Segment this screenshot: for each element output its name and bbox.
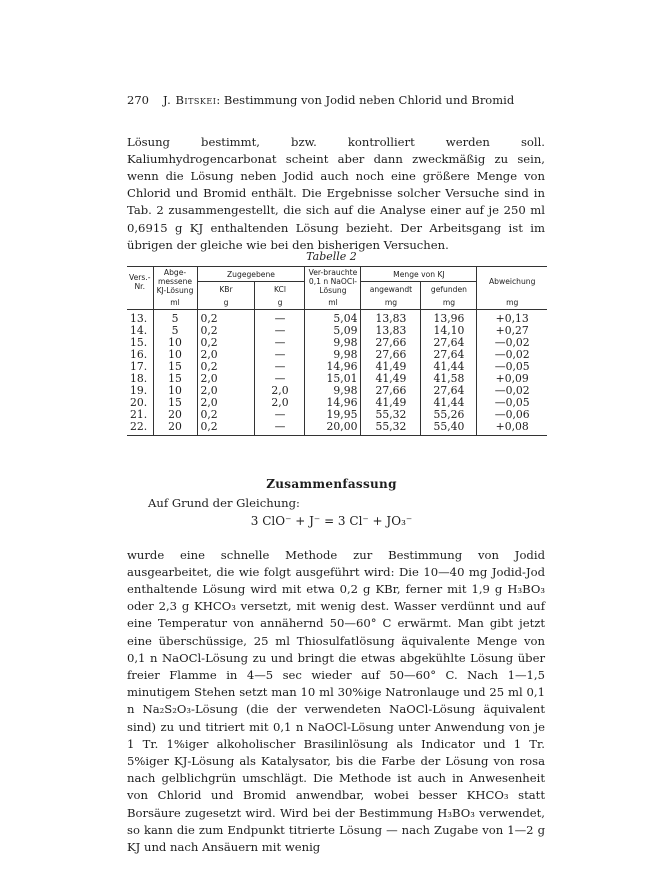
table-cell: 14,10 bbox=[421, 325, 477, 337]
header-kbr: KBr bbox=[197, 282, 255, 296]
table-cell: 41,49 bbox=[361, 361, 421, 373]
table-cell: 13,96 bbox=[421, 310, 477, 326]
header-author: J. Bitskei bbox=[162, 93, 217, 107]
table-cell: 55,32 bbox=[361, 409, 421, 421]
unit-cell: ml bbox=[153, 296, 197, 310]
unit-cell: mg bbox=[361, 296, 421, 310]
table-cell: 10 bbox=[153, 349, 197, 361]
table-cell: — bbox=[255, 325, 305, 337]
table-cell: +0,09 bbox=[477, 373, 547, 385]
table-cell: 27,66 bbox=[361, 385, 421, 397]
table-cell: 5,09 bbox=[305, 325, 361, 337]
table-cell: 21. bbox=[130, 408, 148, 421]
table-cell: —0,02 bbox=[477, 349, 547, 361]
table-cell: 5 bbox=[153, 325, 197, 337]
table-cell: 18. bbox=[130, 372, 148, 385]
table-cell: 19,95 bbox=[305, 409, 361, 421]
table-cell: 0,2 bbox=[197, 421, 255, 436]
header-kcl: KCl bbox=[255, 282, 305, 296]
table-cell: 5,04 bbox=[305, 310, 361, 326]
table-cell: 22. bbox=[127, 421, 153, 436]
table-cell: 2,0 bbox=[197, 385, 255, 397]
table-cell: —0,05 bbox=[477, 397, 547, 409]
header-angewandt: angewandt bbox=[361, 282, 421, 296]
table-cell: 9,98 bbox=[305, 349, 361, 361]
table-cell: 55,32 bbox=[361, 421, 421, 436]
table-row bbox=[127, 310, 547, 326]
table-cell: 2,0 bbox=[197, 373, 255, 385]
table-cell: 27,64 bbox=[421, 349, 477, 361]
table-cell: 14,96 bbox=[305, 361, 361, 373]
table-cell: 0,2 bbox=[197, 361, 255, 373]
section-title: Zusammenfassung bbox=[266, 477, 397, 491]
table-cell: 15 bbox=[153, 397, 197, 409]
table-cell: — bbox=[255, 421, 305, 436]
table-cell: — bbox=[255, 409, 305, 421]
intro-line: Auf Grund der Gleichung: bbox=[148, 496, 300, 510]
table-cell: 9,98 bbox=[305, 385, 361, 397]
table-cell: 2,0 bbox=[255, 397, 305, 409]
body-paragraph-2: wurde eine schnelle Methode zur Bestimmung von Jodid ausgearbeitet, die wie folgt ausgeführt wird: Die 10—40 mg Jodid-Jod enthaltende Lösung wird mit etwa 0,2 g KBr, ferner mit 1,9 g H₃BO₃ oder 2,3 g KHCO₃ versetzt, mit wenig dest. Wasser verdünnt und auf eine Temperatur von annähernd 50—60° C erwärmt. Man gibt jetzt eine überschüssige, 25 ml Thiosulfatlösung äquivalente Menge von 0,1 n NaOCl-Lösung zu und bringt die etwas abgekühlte Lösung über freier Flamme in 4—5 sec wieder auf 50—60° C. Nach 1—1,5 minutigem Stehen setzt man 10 ml 30%ige Natronlauge und 25 ml 0,1 n Na₂S₂O₃-Lösung (die der verwendeten NaOCl-Lösung äquivalent sind) zu und titriert mit 0,1 n NaOCl-Lösung unter Anwendung von je 1 Tr. 1%iger alkoholischer Brasilinlösung als Indicator und 1 Tr. 5%iger KJ-Lösung als Katalysator, bis die Farbe der Lösung von rosa nach gelblichgrün umschlägt. Die Methode ist auch in Anwesenheit von Chlorid und Bromid anwendbar, wobei besser KHCO₃ statt Borsäure zugesetzt wird. Wird bei der Bestimmung H₃BO₃ verwendet, so kann die zum Endpunkt titrierte Lösung — nach Zugabe von 1—2 g KJ und nach Ansäuern mit wenig bbox=[127, 547, 545, 855]
table-cell: 13. bbox=[130, 312, 148, 325]
table-cell: 0,2 bbox=[197, 409, 255, 421]
header-verbrauchte: Ver-brauchte 0,1 n NaOCl-Lösung bbox=[305, 267, 361, 297]
table-cell: 5 bbox=[153, 310, 197, 326]
table-cell: 15 bbox=[153, 373, 197, 385]
table-cell: 9,98 bbox=[305, 337, 361, 349]
body-paragraph-1: Lösung bestimmt, bzw. kontrolliert werden soll. Kaliumhydrogencarbonat scheint aber dann zweckmäßig zu sein, wenn die Lösung neben Jodid auch noch eine größere Menge von Chlorid und Bromid enthält. Die Ergebnisse solcher Versuche sind in Tab. 2 zusammengestellt, die sich auf die Analyse einer auf je 250 ml 0,6915 g KJ enthaltenden Lösung bezieht. Der Arbeitsgang ist im übrigen der gleiche wie bei den bisherigen Versuchen. bbox=[127, 134, 545, 252]
table-cell: 0,2 bbox=[197, 310, 255, 326]
table-cell: — bbox=[255, 349, 305, 361]
table-cell: 2,0 bbox=[255, 385, 305, 397]
table-cell: 41,49 bbox=[361, 397, 421, 409]
table-cell: 2,0 bbox=[197, 349, 255, 361]
table-cell: 17. bbox=[130, 360, 148, 373]
header-vers-nr: Vers.-Nr. bbox=[127, 267, 153, 297]
results-table bbox=[127, 266, 547, 436]
table-cell: — bbox=[255, 373, 305, 385]
header-title: : Bestimmung von Jodid neben Chlorid und Bromid bbox=[216, 93, 515, 107]
header-abgemessene: Abge-messene KJ-Lösung bbox=[153, 267, 197, 297]
table-cell: 55,40 bbox=[421, 421, 477, 436]
page-number: 270 bbox=[127, 93, 149, 107]
table-cell: 15,01 bbox=[305, 373, 361, 385]
table-cell: — bbox=[255, 337, 305, 349]
table-body bbox=[127, 310, 547, 436]
table-cell: — bbox=[255, 361, 305, 373]
table-cell: —0,02 bbox=[477, 337, 547, 349]
table-cell: 41,44 bbox=[421, 397, 477, 409]
table-caption: Tabelle 2 bbox=[306, 250, 357, 263]
table-cell: 14,96 bbox=[305, 397, 361, 409]
table-row bbox=[127, 421, 547, 436]
table-cell: 13,83 bbox=[361, 325, 421, 337]
table-cell: 20,00 bbox=[305, 421, 361, 436]
running-header bbox=[127, 93, 547, 107]
header-menge: Menge von KJ bbox=[361, 267, 477, 282]
unit-cell: g bbox=[197, 296, 255, 310]
unit-cell: mg bbox=[477, 296, 547, 310]
header-zugegebene: Zugegebene bbox=[197, 267, 305, 282]
table-cell: 41,49 bbox=[361, 373, 421, 385]
table-cell: —0,02 bbox=[477, 385, 547, 397]
table-cell: 20 bbox=[153, 409, 197, 421]
chemical-equation: 3 ClO⁻ + J⁻ = 3 Cl⁻ + JO₃⁻ bbox=[250, 514, 413, 528]
table-cell: 55,26 bbox=[421, 409, 477, 421]
table-cell: 0,2 bbox=[197, 337, 255, 349]
table-cell: +0,27 bbox=[477, 325, 547, 337]
table-cell: —0,06 bbox=[477, 409, 547, 421]
table-cell: 10 bbox=[153, 385, 197, 397]
unit-cell: ml bbox=[305, 296, 361, 310]
table-cell: — bbox=[255, 310, 305, 326]
table-cell: 20 bbox=[153, 421, 197, 436]
table-cell: 27,64 bbox=[421, 385, 477, 397]
table-cell: 10 bbox=[153, 337, 197, 349]
unit-cell: mg bbox=[421, 296, 477, 310]
table-cell: 15. bbox=[130, 336, 148, 349]
table-cell: 19. bbox=[130, 384, 148, 397]
table-cell: +0,08 bbox=[477, 421, 547, 436]
table-cell: 14. bbox=[130, 324, 148, 337]
table-cell: 27,66 bbox=[361, 349, 421, 361]
table-cell: 13,83 bbox=[361, 310, 421, 326]
table-cell: 41,58 bbox=[421, 373, 477, 385]
table-cell: 41,44 bbox=[421, 361, 477, 373]
header-gefunden: gefunden bbox=[421, 282, 477, 296]
table-cell: +0,13 bbox=[477, 310, 547, 326]
header-abweichung: Abweichung bbox=[477, 267, 547, 297]
unit-cell: g bbox=[255, 296, 305, 310]
table-cell: 20. bbox=[130, 396, 148, 409]
table-cell: —0,05 bbox=[477, 361, 547, 373]
table-cell: 15 bbox=[153, 361, 197, 373]
table-cell: 27,66 bbox=[361, 337, 421, 349]
table-cell: 0,2 bbox=[197, 325, 255, 337]
table-cell: 16. bbox=[130, 348, 148, 361]
table-cell: 27,64 bbox=[421, 337, 477, 349]
table-cell: 2,0 bbox=[197, 397, 255, 409]
